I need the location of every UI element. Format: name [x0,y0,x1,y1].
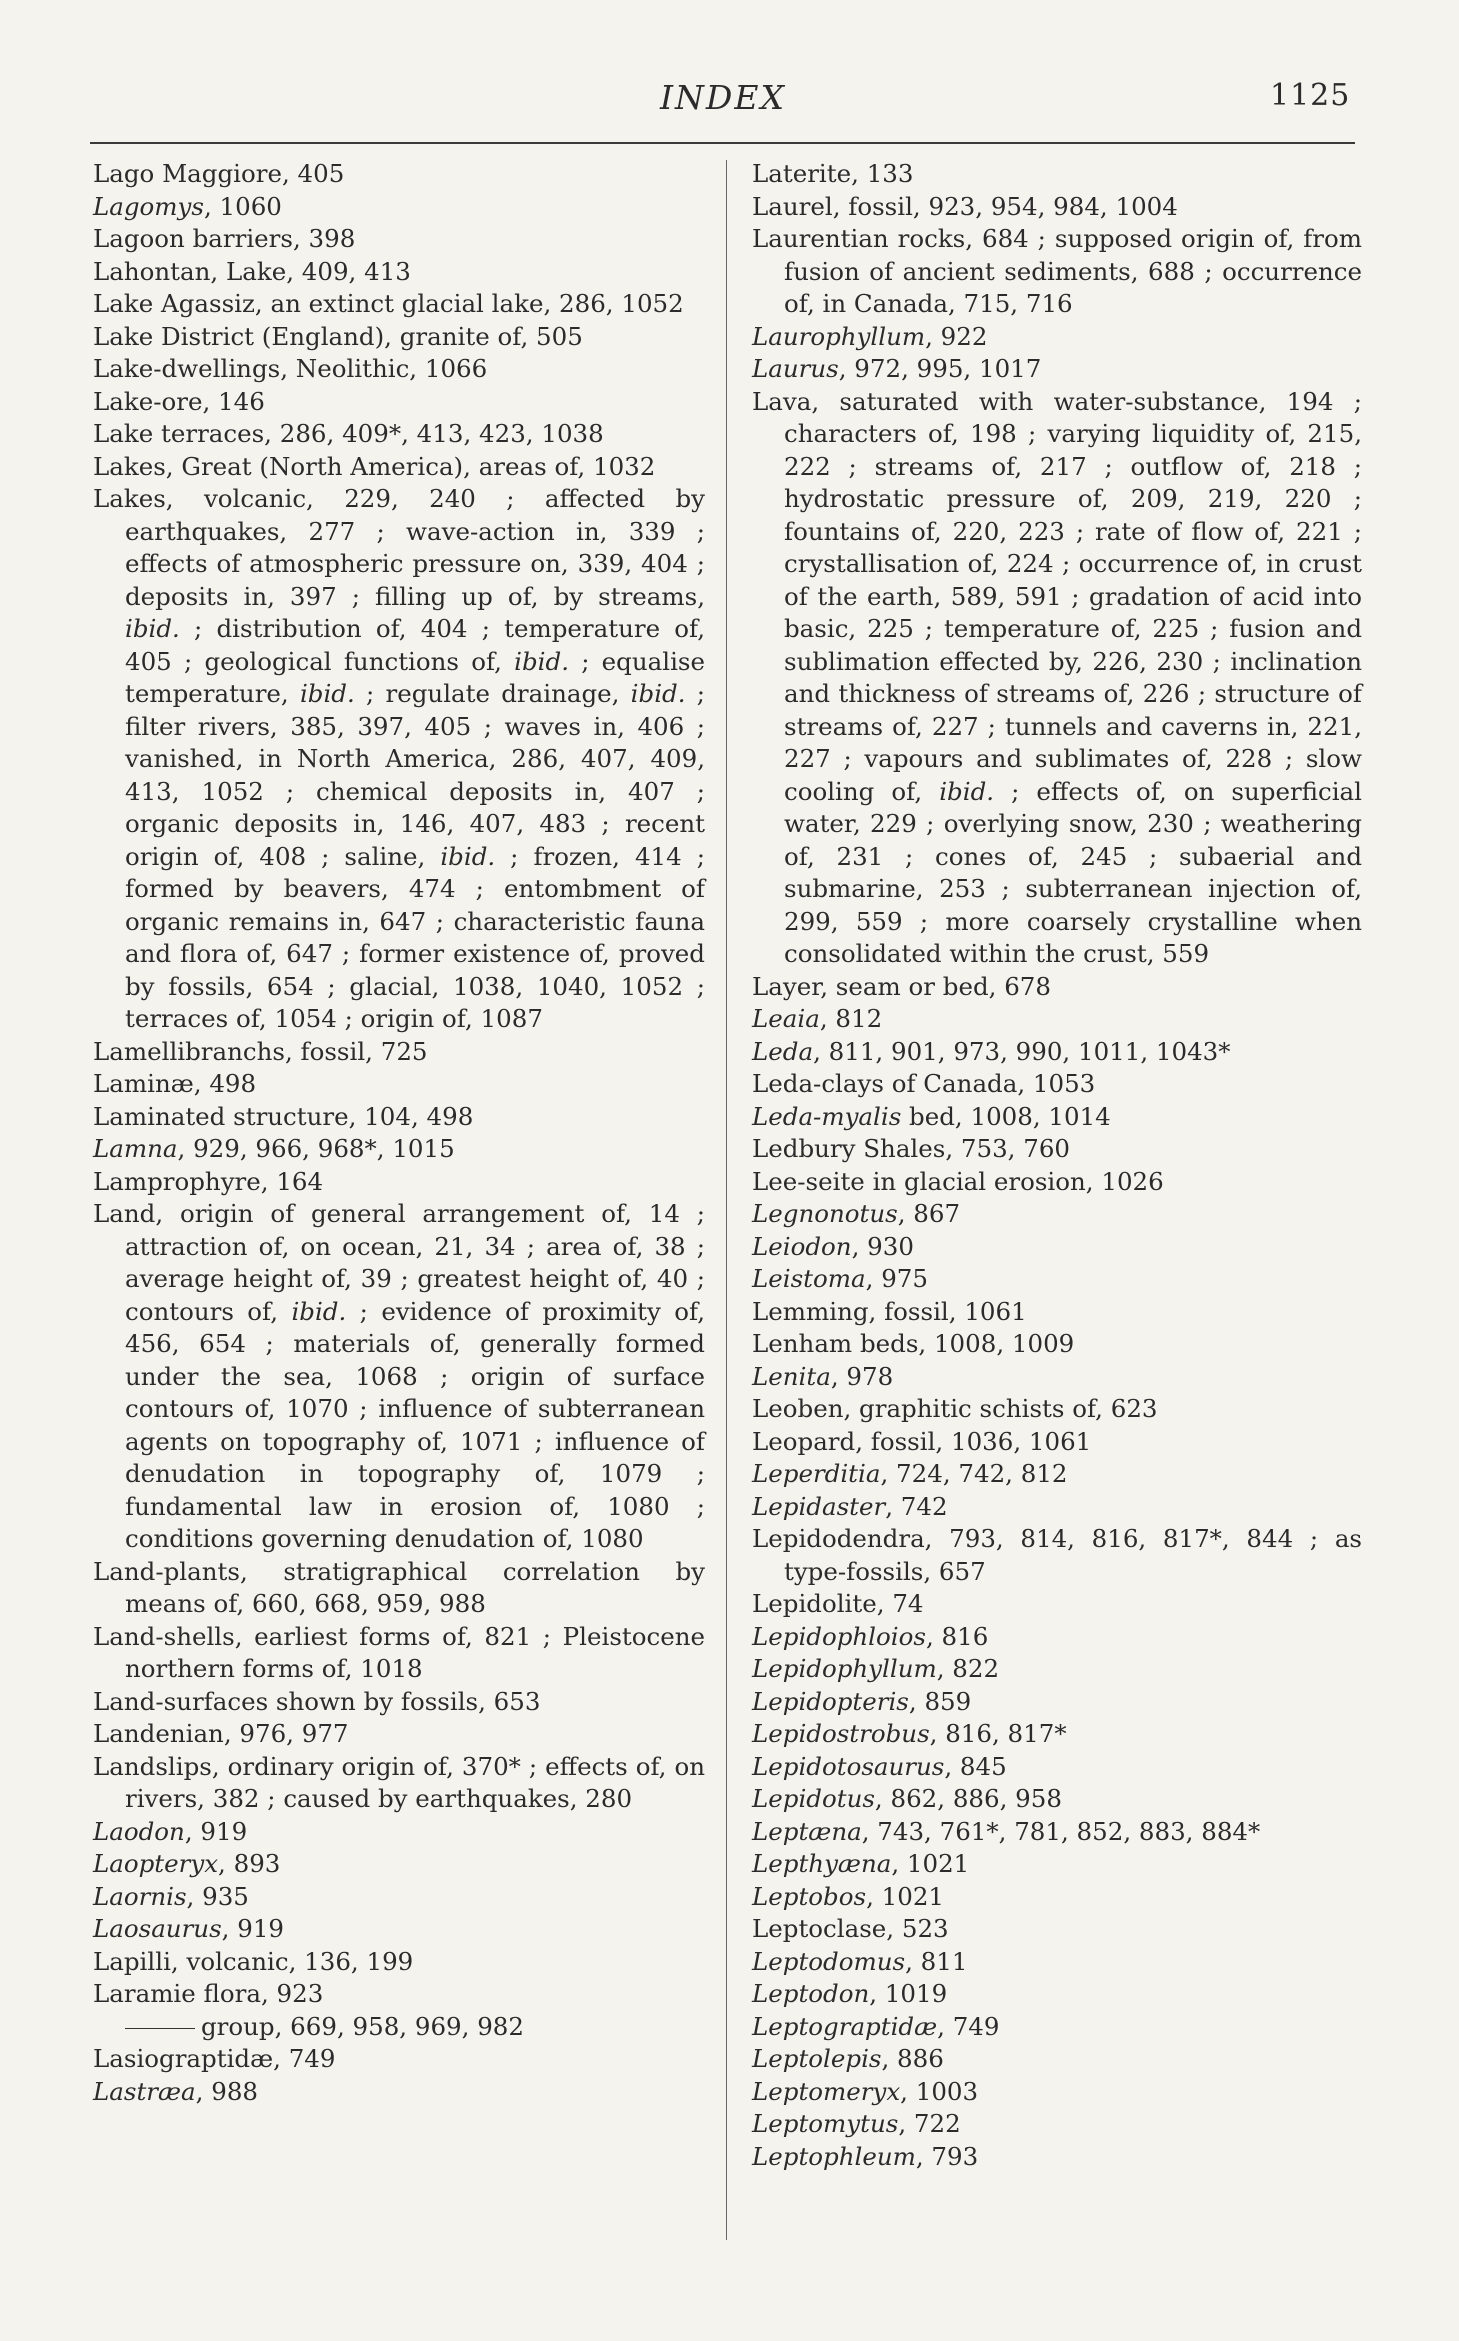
index-entry: Leaia, 812 [752,1004,883,1033]
index-entry: Lamna, 929, 966, 968*, 1015 [93,1134,455,1163]
index-entry: Leptomeryx, 1003 [752,2076,979,2106]
index-entry: Land, origin of general arrangement of, 14 ; attraction of, on ocean, 21, 34 ; area of, 38 ; average height of, 39 ; greatest height of, 40 ; contours of, ibid. ; evidence of proximity of, 456, 654 ; materials of, generally formed under the sea, 1068 ; origin of surface contours of, 1070 ; influence of subterranean agents on topography of, 1071 ; influence of denudation in topography of, 1079 ; fundamental law in erosion of, 1080 ; conditions governing denudation of, 1080 [93,1199,706,1553]
index-entry: Lepidodendra, 793, 814, 816, 817*, 844 ; as type-fossils, 657 [752,1524,1362,1586]
index-entry: Leptæna, 743, 761*, 781, 852, 883, 884* [752,1816,1261,1846]
index-entry: Lepidophyllum, 822 [752,1654,1000,1683]
index-entry: Ledbury Shales, 753, 760 [752,1134,1071,1163]
index-entry: Lakes, volcanic, 229, 240 ; affected by earthquakes, 277 ; wave-action in, 339 ; effects of atmospheric pressure on, 339, 404 ; deposits in, 397 ; filling up of, by streams, ibid. ; distribution of, 404 ; temperature of, 405 ; geological functions of, ibid. ; equalise temperature, ibid. ; regulate drainage, ibid. ; filter rivers, 385, 397, 405 ; waves in, 406 ; vanished, in North America, 286, 407, 409, 413, 1052 ; chemical deposits in, 407 ; organic deposits in, 146, 407, 483 ; recent origin of, 408 ; saline, ibid. ; frozen, 414 ; formed by beavers, 474 ; entombment of organic remains in, 647 ; characteristic fauna and flora of, 647 ; former existence of, proved by fossils, 654 ; glacial, 1038, 1040, 1052 ; terraces of, 1054 ; origin of, 1087 [93,484,706,1033]
index-entry: Laurus, 972, 995, 1017 [752,354,1042,383]
index-entry: Lahontan, Lake, 409, 413 [93,256,411,286]
index-entry: Laopteryx, 893 [93,1849,281,1878]
index-entry: Land-plants, stratigraphical correlation by means of, 660, 668, 959, 988 [93,1556,705,1618]
index-entry: Landenian, 976, 977 [93,1719,349,1748]
index-entry: Lenita, 978 [752,1361,894,1391]
index-entry: Leopard, fossil, 1036, 1061 [752,1426,1092,1456]
index-entry: Laurel, fossil, 923, 954, 984, 1004 [752,191,1178,221]
index-entry: Laurophyllum, 922 [752,321,988,351]
index-entry: Legnonotus, 867 [752,1199,961,1228]
index-entry: Land-shells, earliest forms of, 821 ; Pleistocene northern forms of, 1018 [93,1621,705,1683]
index-entry: Lepidostrobus, 816, 817* [752,1719,1067,1748]
index-entry: Lenham beds, 1008, 1009 [752,1329,1075,1358]
index-entry: Leptomytus, 722 [752,2109,961,2138]
index-entry: Laterite, 133 [752,159,914,188]
index-entry: Leptobos, 1021 [752,1881,944,1911]
index-entry: Land-surfaces shown by fossils, 653 [93,1686,541,1716]
index-entry: Laminated structure, 104, 498 [93,1101,474,1131]
index-entry: Lamprophyre, 164 [93,1166,324,1196]
index-entry: group, 669, 958, 969, 982 [93,2011,705,2044]
index-entry: Lakes, Great (North America), areas of, 1032 [93,451,656,481]
index-entry: Leptolepis, 886 [752,2044,944,2073]
index-entry: Leperditia, 724, 742, 812 [752,1459,1068,1488]
index-entry: Leptophleum, 793 [752,2141,979,2171]
index-entry: Lake terraces, 286, 409*, 413, 423, 1038 [93,419,604,448]
index-entry: Leda, 811, 901, 973, 990, 1011, 1043* [752,1036,1231,1066]
page-title: INDEX [660,78,786,117]
index-entry: Lepthyæna, 1021 [752,1849,970,1878]
header-rule [90,142,1355,144]
index-entry: Leptograptidæ, 749 [752,2011,1000,2041]
index-entry: Lemming, fossil, 1061 [752,1296,1027,1326]
index-entry: Landslips, ordinary origin of, 370* ; effects of, on rivers, 382 ; caused by earthquakes, 280 [93,1751,705,1813]
index-column-left [93,158,705,2108]
index-entry: Lagoon barriers, 398 [93,224,356,253]
page-number: 1125 [1270,78,1351,113]
ditto-dash [125,2028,195,2029]
index-column-right [752,158,1362,2173]
index-entry: Lepidolite, 74 [752,1589,924,1618]
index-entry: Laornis, 935 [93,1881,249,1911]
index-entry: Laodon, 919 [93,1816,248,1846]
index-entry: Leptodomus, 811 [752,1946,968,1976]
page-header [0,70,1459,130]
index-entry: Lepidotus, 862, 886, 958 [752,1784,1062,1813]
index-entry: Laurentian rocks, 684 ; supposed origin of, from fusion of ancient sediments, 688 ; occurrence of, in Canada, 715, 716 [752,224,1362,318]
index-entry: Lake-ore, 146 [93,386,265,416]
index-entry: Lapilli, volcanic, 136, 199 [93,1946,414,1976]
index-entry: Lasiograptidæ, 749 [93,2044,336,2073]
index-entry: Leptodon, 1019 [752,1979,948,2008]
index-entry: Laramie flora, 923 [93,1979,324,2008]
index-entry: Leda-myalis bed, 1008, 1014 [752,1101,1111,1131]
index-entry: Lake District (England), granite of, 505 [93,321,583,351]
index-entry: Lago Maggiore, 405 [93,159,345,188]
index-entry: Layer, seam or bed, 678 [752,971,1051,1001]
index-entry: Lee-seite in glacial erosion, 1026 [752,1166,1164,1196]
index-entry: Leda-clays of Canada, 1053 [752,1069,1096,1098]
index-entry: Leiodon, 930 [752,1231,914,1261]
index-entry: Lagomys, 1060 [93,191,282,221]
index-entry: Lake-dwellings, Neolithic, 1066 [93,354,488,383]
index-entry: Lamellibranchs, fossil, 725 [93,1036,428,1066]
index-entry: Lepidophloios, 816 [752,1621,989,1651]
index-entry: Leistoma, 975 [752,1264,928,1293]
index-entry: Lepidaster, 742 [752,1491,948,1521]
index-entry: Laminæ, 498 [93,1069,257,1098]
index-entry: Leoben, graphitic schists of, 623 [752,1394,1158,1423]
index-entry: Leptoclase, 523 [752,1914,949,1943]
index-entry: Lepidopteris, 859 [752,1686,972,1716]
index-entry: Lepidotosaurus, 845 [752,1751,1007,1781]
index-entry: Lake Agassiz, an extinct glacial lake, 286, 1052 [93,289,684,318]
index-entry: Laosaurus, 919 [93,1914,284,1943]
column-divider [726,160,727,2240]
index-entry: Lastræa, 988 [93,2076,258,2106]
index-entry: Lava, saturated with water-substance, 194 ; characters of, 198 ; varying liquidity of, 215, 222 ; streams of, 217 ; outflow of, 218 ; hydrostatic pressure of, 209, 219, 220 ; fountains of, 220, 223 ; rate of flow of, 221 ; crystallisation of, 224 ; occurrence of, in crust of the earth, 589, 591 ; gradation of acid into basic, 225 ; temperature of, 225 ; fusion and sublimation effected by, 226, 230 ; inclination and thickness of streams of, 226 ; structure of streams of, 227 ; tunnels and caverns in, 221, 227 ; vapours and sublimates of, 228 ; slow cooling of, ibid. ; effects of, on superficial water, 229 ; overlying snow, 230 ; weathering of, 231 ; cones of, 245 ; subaerial and submarine, 253 ; subterranean injection of, 299, 559 ; more coarsely crystalline when consolidated within the crust, 559 [752,386,1362,968]
